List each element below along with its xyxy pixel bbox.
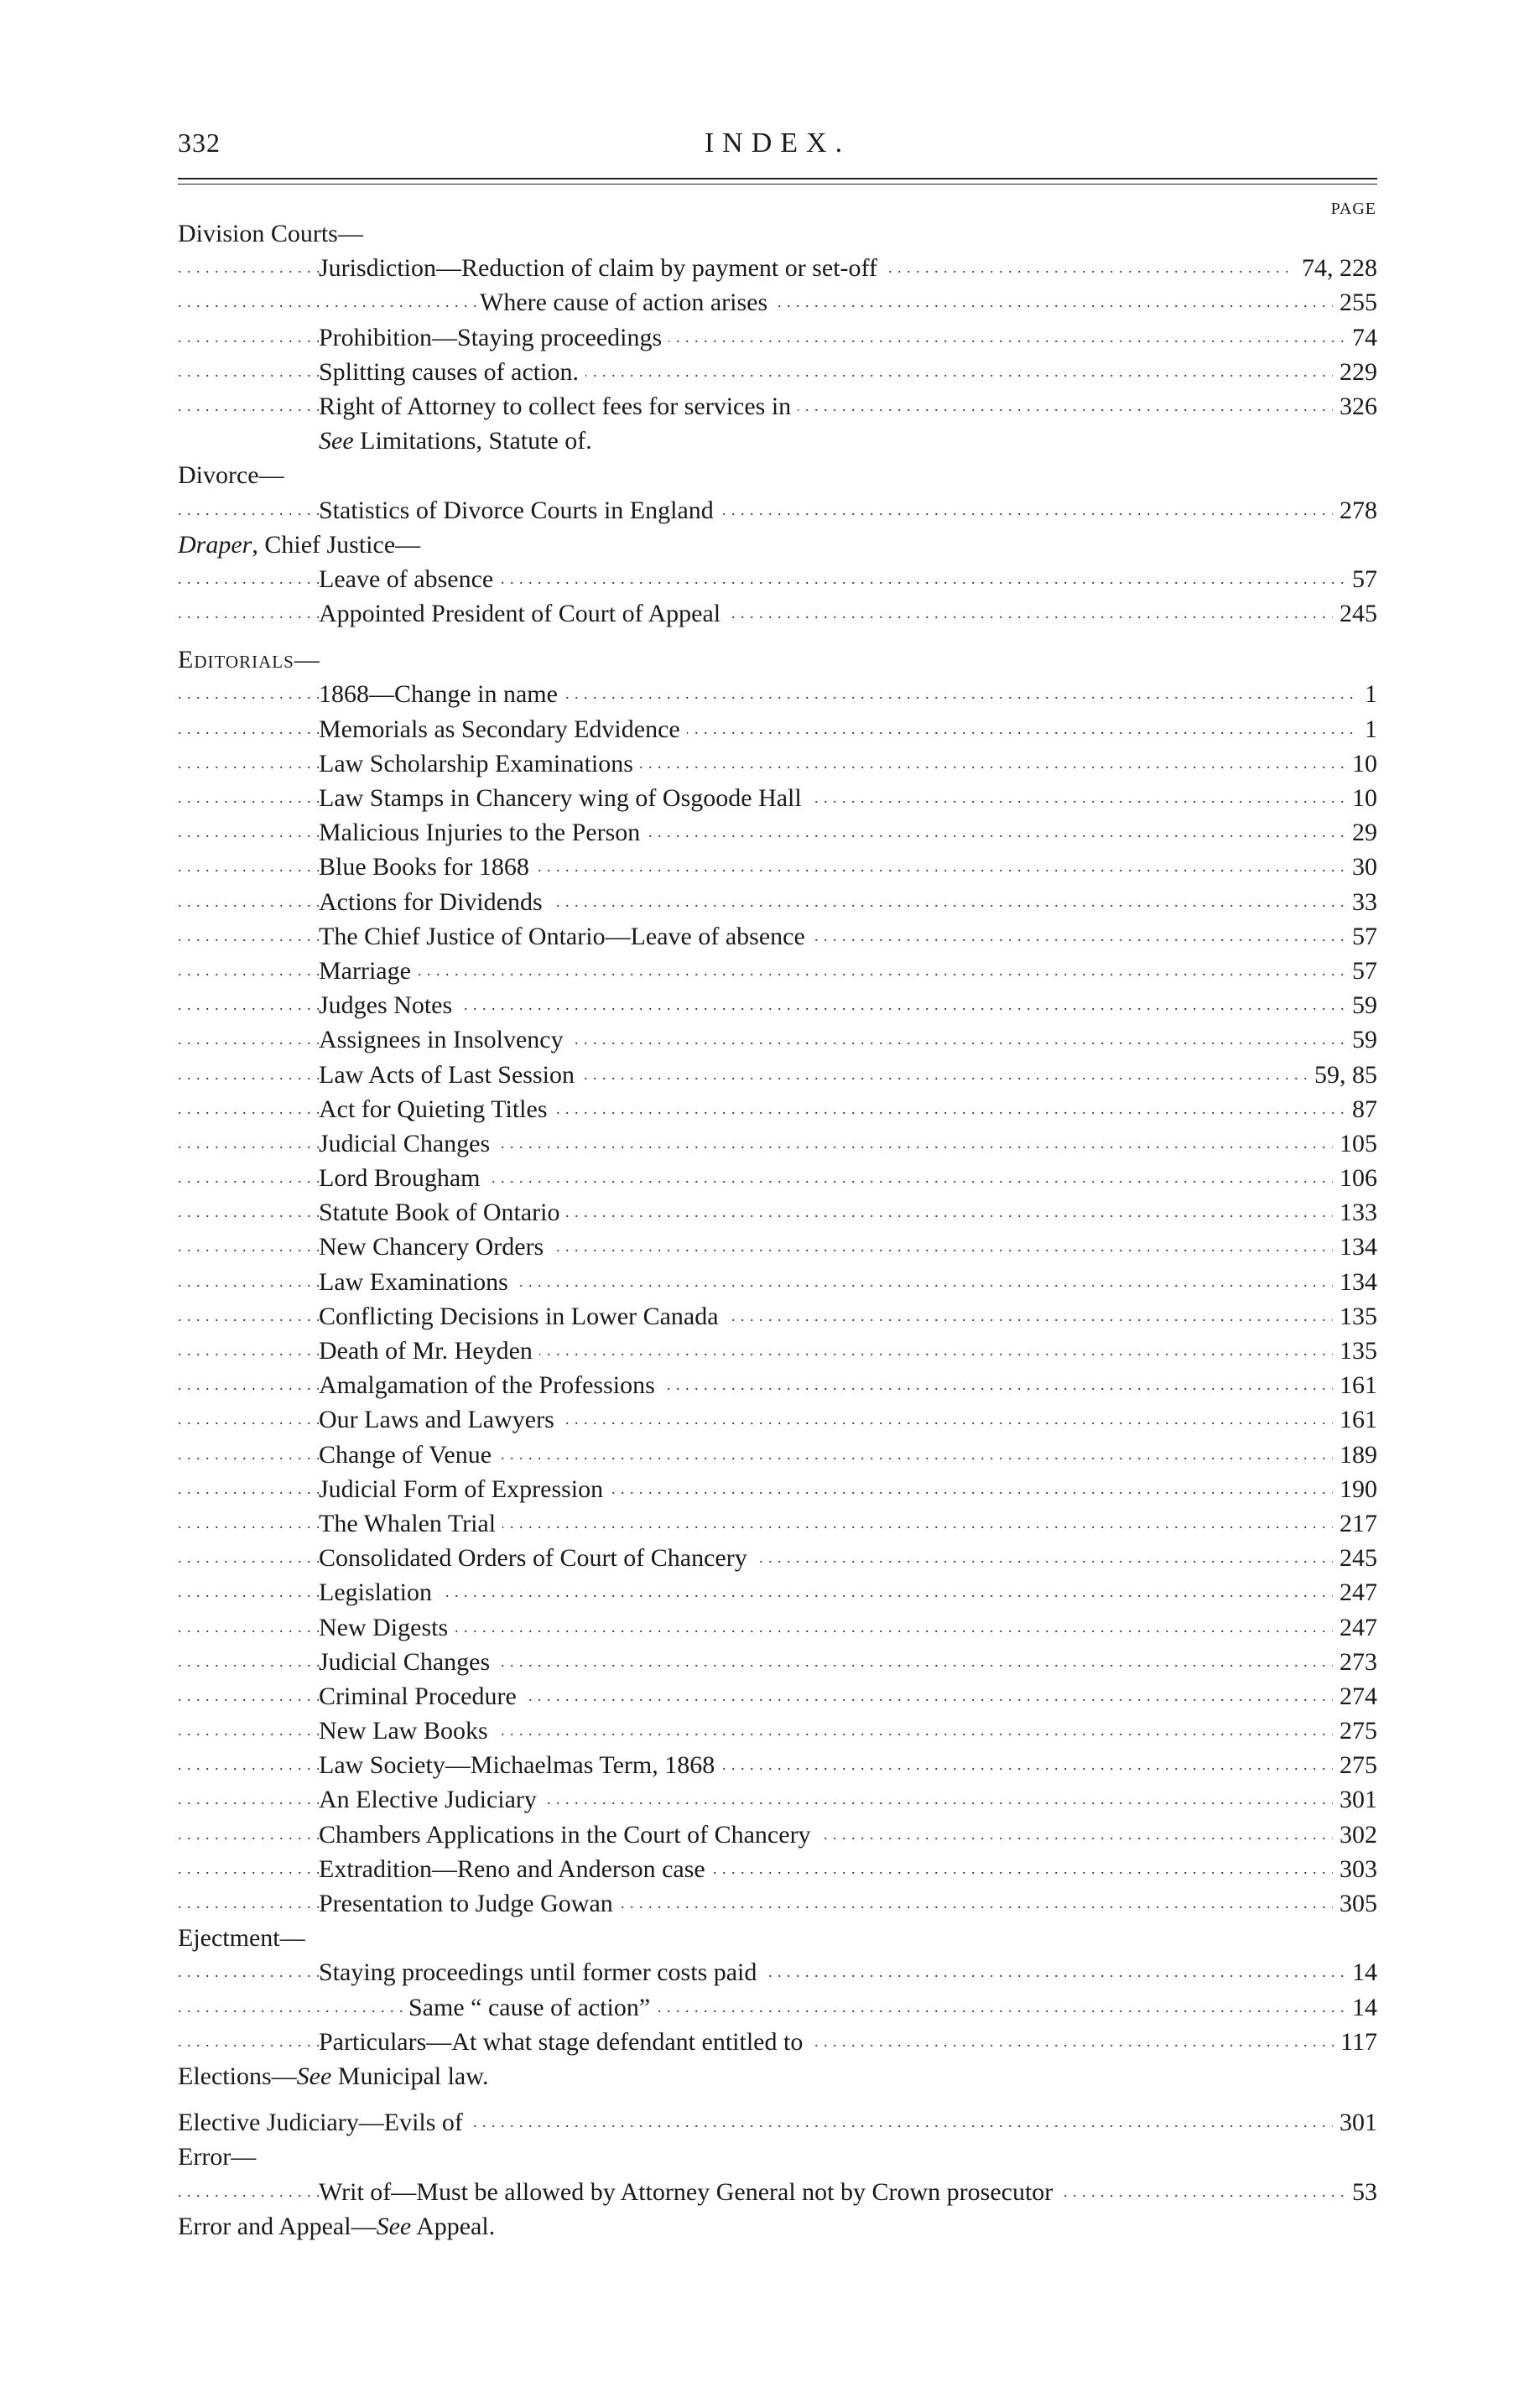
entry-pages: 74, 228 <box>1295 251 1377 285</box>
entry-heading: Error— <box>178 2143 257 2171</box>
index-entry <box>178 1092 1377 1126</box>
index-entry <box>178 1818 1377 1852</box>
entry-text: Same “ cause of action” <box>408 1994 657 2021</box>
index-entry <box>178 285 1377 320</box>
entry-pages: 134 <box>1333 1230 1377 1264</box>
index-entry <box>178 1334 1377 1368</box>
entry-text: Change of Venue <box>319 1441 498 1469</box>
entry-text: 1868—Change in name <box>319 680 564 708</box>
entry-pages: 106 <box>1333 1161 1377 1195</box>
index-entry <box>178 1058 1377 1092</box>
index-entry <box>178 1955 1377 1989</box>
entry-text: Writ of—Must be allowed by Attorney General not by Crown prosecutor <box>319 2178 1059 2206</box>
entry-pages: 74 <box>1345 320 1377 355</box>
index-entry <box>178 1126 1377 1161</box>
page-header <box>178 127 1377 169</box>
entry-pages: 134 <box>1333 1265 1377 1299</box>
index-entry <box>178 781 1377 815</box>
entry-pages: 274 <box>1333 1679 1377 1714</box>
entry-text: Splitting causes of action. <box>319 358 585 386</box>
entry-text: Presentation to Judge Gowan <box>319 1890 620 1917</box>
index-entry <box>178 1748 1377 1782</box>
index-entry <box>178 954 1377 988</box>
entry-heading: Error and Appeal—See Appeal. <box>178 2212 496 2240</box>
entry-text: Blue Books for 1868 <box>319 853 536 881</box>
entry-pages: 255 <box>1333 285 1377 320</box>
index-entry <box>178 562 1377 596</box>
entry-text: Judicial Form of Expression <box>319 1475 610 1503</box>
entry-text: Chambers Applications in the Court of Chancery <box>319 1821 818 1849</box>
entry-text: New Law Books <box>319 1717 495 1745</box>
entry-pages: 133 <box>1333 1195 1377 1230</box>
index-entry <box>178 1265 1377 1299</box>
entry-pages: 59, 85 <box>1308 1058 1377 1092</box>
entry-pages: 326 <box>1333 389 1377 424</box>
entry-heading: Divorce— <box>178 461 284 490</box>
index-entry <box>178 2025 1377 2059</box>
entry-text: New Digests <box>319 1614 455 1641</box>
entry-pages: 229 <box>1333 355 1377 389</box>
entry-text: Actions for Dividends <box>319 888 549 916</box>
page-column-label: PAGE <box>1330 200 1376 218</box>
entry-pages: 278 <box>1333 493 1377 528</box>
entry-text: Assignees in Insolvency <box>319 1026 570 1053</box>
entry-pages: 117 <box>1334 2025 1377 2059</box>
index-entry <box>178 389 1377 424</box>
index-entry <box>178 1645 1377 1679</box>
entry-text: Judges Notes <box>319 991 459 1019</box>
entry-pages: 247 <box>1333 1610 1377 1645</box>
entry-pages: 161 <box>1333 1402 1377 1437</box>
index-entry <box>178 1610 1377 1645</box>
entry-pages: 1 <box>1358 712 1377 746</box>
entry-pages: 217 <box>1333 1506 1377 1541</box>
header-rule-thin <box>178 184 1377 185</box>
entry-text: Leave of absence <box>319 565 500 593</box>
entry-pages: 14 <box>1345 1955 1377 1989</box>
entry-text: An Elective Judiciary <box>319 1786 544 1813</box>
index-entry <box>178 677 1377 711</box>
entry-pages: 301 <box>1333 1782 1377 1817</box>
index-entry <box>178 355 1377 389</box>
entry-text: Law Stamps in Chancery wing of Osgoode Hall <box>319 784 809 812</box>
index-entry <box>178 1782 1377 1817</box>
index-entry <box>178 1714 1377 1748</box>
index-entry <box>178 988 1377 1022</box>
index-entry <box>178 712 1377 746</box>
index-entry <box>178 320 1377 355</box>
page-number: 332 <box>178 127 221 158</box>
index-entry <box>178 1541 1377 1575</box>
index-entry <box>178 2105 1377 2140</box>
entry-text: Consolidated Orders of Court of Chancery <box>319 1544 754 1572</box>
entry-pages: 190 <box>1333 1472 1377 1506</box>
index-entry <box>178 2175 1377 2209</box>
entry-text: Lord Brougham <box>319 1164 486 1192</box>
entry-heading: Elections—See Municipal law. <box>178 2062 489 2090</box>
entry-pages: 10 <box>1345 781 1377 815</box>
entry-pages: 1 <box>1358 677 1377 711</box>
index-entry <box>178 1472 1377 1506</box>
entry-heading: Division Courts— <box>178 220 363 247</box>
index-entry <box>178 1852 1377 1886</box>
entry-text: The Whalen Trial <box>319 1510 502 1537</box>
index-entry <box>178 1575 1377 1610</box>
entry-text: Our Laws and Lawyers <box>319 1406 561 1433</box>
entry-pages: 87 <box>1345 1092 1377 1126</box>
see-reference: See Limitations, Statute of. <box>319 427 592 455</box>
header-rule <box>178 178 1377 179</box>
entry-pages: 275 <box>1333 1748 1377 1782</box>
entry-pages: 53 <box>1345 2175 1377 2209</box>
entry-pages: 59 <box>1345 1022 1377 1057</box>
entry-text: Law Examinations <box>319 1268 515 1296</box>
entry-pages: 275 <box>1333 1714 1377 1748</box>
entry-pages: 59 <box>1345 988 1377 1022</box>
index-entry <box>178 1299 1377 1334</box>
entry-pages: 302 <box>1333 1818 1377 1852</box>
entry-heading: Draper, Chief Justice— <box>178 530 421 559</box>
entry-pages: 33 <box>1345 885 1377 919</box>
entry-text: Prohibition—Staying proceedings <box>319 324 668 351</box>
editorials-list <box>178 677 1377 1921</box>
entry-pages: 245 <box>1333 1541 1377 1575</box>
entry-text: Marriage <box>319 957 418 985</box>
index-entry <box>178 251 1377 285</box>
entry-pages: 305 <box>1333 1886 1377 1921</box>
entry-pages: 161 <box>1333 1368 1377 1402</box>
index-entry <box>178 1195 1377 1230</box>
index-entry <box>178 596 1377 631</box>
entry-text: Statistics of Divorce Courts in England <box>319 497 720 524</box>
index-entry <box>178 919 1377 954</box>
entry-pages: 135 <box>1333 1299 1377 1334</box>
index-entry <box>178 850 1377 884</box>
entry-pages: 303 <box>1333 1852 1377 1886</box>
entry-text: Conflicting Decisions in Lower Canada <box>319 1303 726 1330</box>
entry-text: Legislation <box>319 1578 439 1606</box>
entry-text: New Chancery Orders <box>319 1233 550 1261</box>
entry-pages: 189 <box>1333 1438 1377 1472</box>
index-entry <box>178 1990 1377 2025</box>
index-entry <box>178 1438 1377 1472</box>
entry-text: Act for Quieting Titles <box>319 1095 554 1123</box>
entry-pages: 57 <box>1345 919 1377 954</box>
index-entry <box>178 1402 1377 1437</box>
index-entries <box>178 216 1377 2244</box>
index-entry <box>178 746 1377 781</box>
index-entry <box>178 885 1377 919</box>
index-entry <box>178 493 1377 528</box>
entry-pages: 301 <box>1333 2105 1377 2140</box>
entry-text: Elective Judiciary—Evils of <box>178 2109 470 2136</box>
entry-pages: 273 <box>1333 1645 1377 1679</box>
entry-pages: 57 <box>1345 954 1377 988</box>
entry-heading: Editorials— <box>178 646 320 674</box>
entry-text: Judicial Changes <box>319 1648 497 1676</box>
entry-text: Amalgamation of the Professions <box>319 1371 662 1399</box>
index-entry <box>178 1679 1377 1714</box>
entry-text: Extradition—Reno and Anderson case <box>319 1855 712 1883</box>
index-entry <box>178 1161 1377 1195</box>
entry-text: Judicial Changes <box>319 1130 497 1157</box>
entry-text: Death of Mr. Heyden <box>319 1337 539 1365</box>
entry-pages: 14 <box>1345 1990 1377 2025</box>
index-entry <box>178 1230 1377 1264</box>
entry-pages: 10 <box>1345 746 1377 781</box>
entry-pages: 57 <box>1345 562 1377 596</box>
entry-text: Malicious Injuries to the Person <box>319 819 647 846</box>
entry-text: Jurisdiction—Reduction of claim by payment or set-off <box>319 254 884 282</box>
entry-pages: 30 <box>1345 850 1377 884</box>
entry-pages: 105 <box>1333 1126 1377 1161</box>
entry-text: Right of Attorney to collect fees for services in <box>319 393 798 420</box>
entry-pages: 29 <box>1345 815 1377 850</box>
entry-text: Particulars—At what stage defendant entitled to <box>319 2028 809 2056</box>
entry-text: Statute Book of Ontario <box>319 1199 566 1226</box>
entry-pages: 135 <box>1333 1334 1377 1368</box>
entry-text: The Chief Justice of Ontario—Leave of absence <box>319 923 812 950</box>
entry-text: Law Society—Michaelmas Term, 1868 <box>319 1751 721 1779</box>
entry-pages: 245 <box>1333 596 1377 631</box>
entry-text: Criminal Procedure <box>319 1682 523 1710</box>
entry-text: Where cause of action arises <box>480 289 774 316</box>
index-entry <box>178 1886 1377 1921</box>
entry-text: Law Acts of Last Session <box>319 1061 581 1089</box>
index-entry <box>178 1506 1377 1541</box>
entry-heading: Ejectment— <box>178 1924 305 1953</box>
index-entry <box>178 1368 1377 1402</box>
page-title: INDEX. <box>704 127 851 159</box>
entry-text: Memorials as Secondary Edvidence <box>319 715 687 743</box>
entry-text: Staying proceedings until former costs paid <box>319 1958 763 1986</box>
entry-text: Appointed President of Court of Appeal <box>319 600 727 627</box>
entry-text: Law Scholarship Examinations <box>319 750 640 778</box>
index-entry <box>178 815 1377 850</box>
entry-pages: 247 <box>1333 1575 1377 1610</box>
index-entry <box>178 1022 1377 1057</box>
